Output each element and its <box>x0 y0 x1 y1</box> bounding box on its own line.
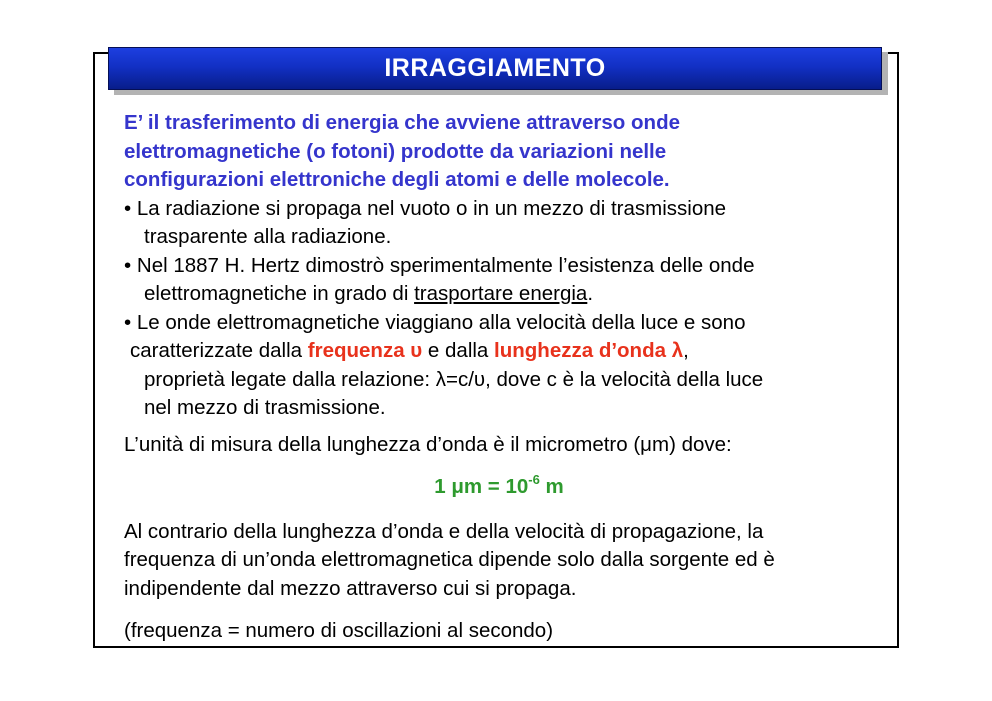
bullet-text: La radiazione si propaga nel vuoto o in un mezzo di trasmissione <box>136 196 727 220</box>
intro-definition <box>124 109 874 195</box>
frequency-note: (frequenza = numero di oscillazioni al secondo) <box>124 619 554 642</box>
underlined-term: trasportare energia <box>414 282 588 305</box>
bullet-radiation <box>124 195 874 252</box>
formula-rhs: m <box>539 475 564 498</box>
micrometer-formula <box>124 473 874 502</box>
slide-content <box>124 109 874 646</box>
bullet-text: caratterizzate dalla <box>130 339 308 362</box>
intro-line: elettromagnetiche (o fotoni) prodotte da variazioni nelle <box>124 139 667 163</box>
bullet-marker: • <box>124 253 132 277</box>
slide-title: IRRAGGIAMENTO <box>384 54 606 82</box>
intro-line: configurazioni elettroniche degli atomi e delle molecole. <box>124 168 670 191</box>
frequency-term: frequenza υ <box>307 339 423 362</box>
punctuation: . <box>587 282 594 305</box>
formula-lhs: 1 μm = 10 <box>434 475 529 498</box>
bullet-marker: • <box>124 310 132 334</box>
bullet-text: Nel 1887 H. Hertz dimostrò sperimentalmente l’esistenza delle onde <box>136 253 755 277</box>
bullet-text: proprietà legate dalla relazione: λ=c/υ, dove c è la velocità della luce <box>144 367 764 391</box>
bullet-text: trasparente alla radiazione. <box>144 225 392 248</box>
paragraph-line: indipendente dal mezzo attraverso cui si propaga. <box>124 576 577 600</box>
bullet-hertz <box>124 252 874 309</box>
bullet-properties <box>124 309 874 423</box>
title-bar <box>108 47 882 90</box>
bullet-text: elettromagnetiche in grado di <box>144 282 415 305</box>
bullet-text: Le onde elettromagnetiche viaggiano alla velocità della luce e sono <box>136 310 746 334</box>
wavelength-term: lunghezza d’onda λ <box>494 339 684 362</box>
frequency-paragraph <box>124 518 874 604</box>
bullet-text: nel mezzo di trasmissione. <box>144 396 386 419</box>
bullet-marker: • <box>124 196 132 220</box>
paragraph-line: frequenza di un’onda elettromagnetica dipende solo dalla sorgente ed è <box>124 548 775 571</box>
bullet-text: e dalla <box>422 339 495 362</box>
intro-line: E’ il trasferimento di energia che avviene attraverso onde <box>124 111 680 134</box>
unit-definition: L’unità di misura della lunghezza d’onda è il micrometro (μm) dove: <box>124 432 732 456</box>
formula-exponent: -6 <box>528 472 540 487</box>
paragraph-line: Al contrario della lunghezza d’onda e della velocità di propagazione, la <box>124 519 764 543</box>
punctuation: , <box>683 339 689 362</box>
